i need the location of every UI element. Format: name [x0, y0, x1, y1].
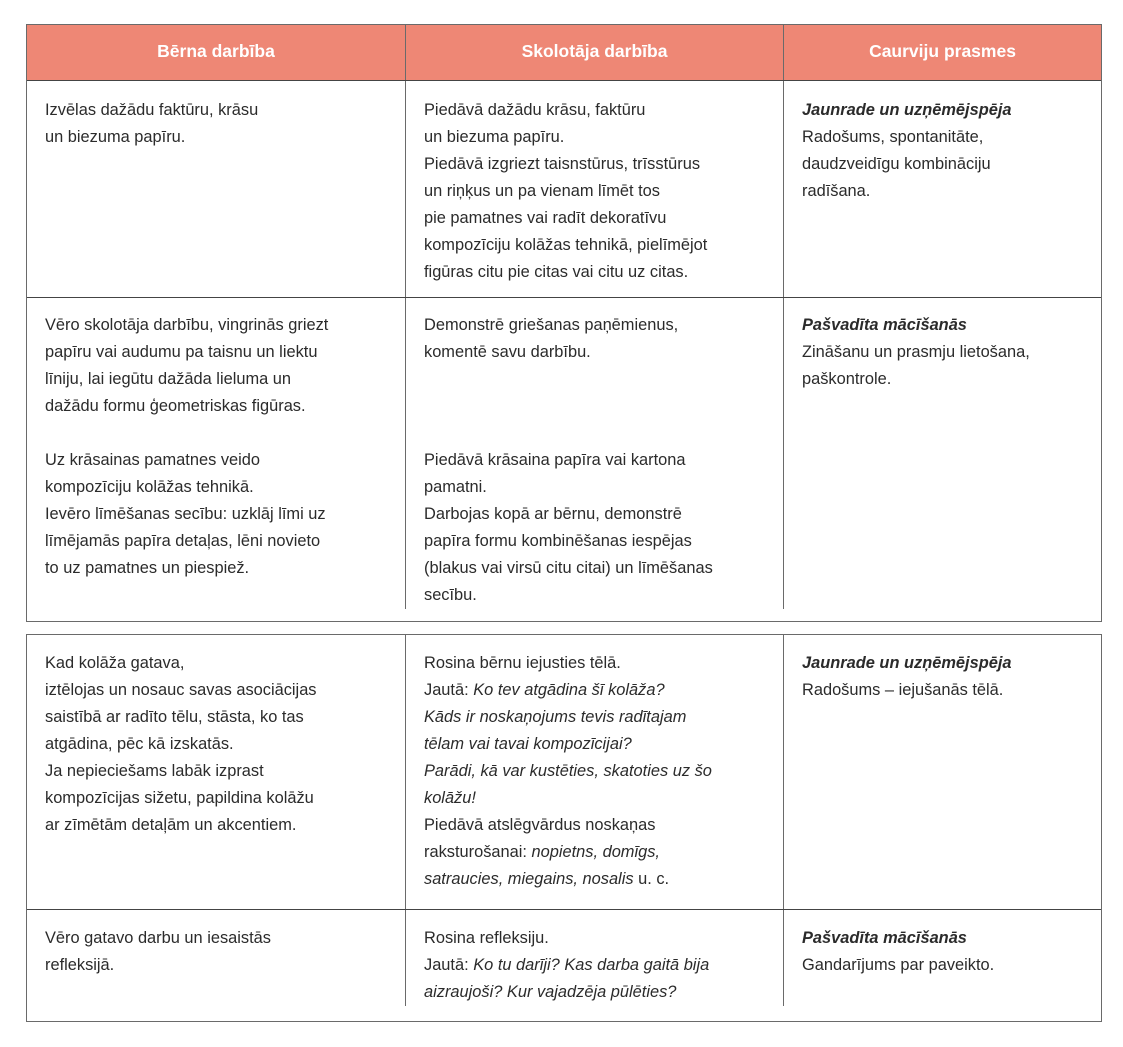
text-line: figūras citu pie citas vai citu uz citas.	[424, 263, 689, 281]
text-line: iztēlojas un nosauc savas asociācijas	[45, 681, 317, 699]
text-line: paškontrole.	[802, 370, 892, 388]
text-line: Uz krāsainas pamatnes veido	[45, 451, 261, 469]
question-line	[424, 731, 765, 758]
text-line: Izvēlas dažādu faktūru, krāsu	[45, 101, 259, 119]
skills-cell	[784, 81, 1101, 297]
question-text: Kāds ir noskaņojums tevis radītajam	[424, 708, 687, 726]
text-line: komentē savu darbību.	[424, 343, 591, 361]
text-line: Gandarījums par paveikto.	[802, 956, 995, 974]
table-header	[27, 25, 1101, 80]
text-line: līmējamās papīra detaļas, lēni novieto	[45, 532, 321, 550]
text-line	[424, 866, 765, 893]
text-line: Piedāvā izgriezt taisnstūrus, trīsstūrus	[424, 155, 701, 173]
text-line: Radošums – iejušanās tēlā.	[802, 681, 1004, 699]
question-line	[424, 758, 765, 785]
activity-table-part-1	[26, 24, 1102, 622]
skills-cell	[784, 298, 1101, 609]
question-text: Ko tu darīji? Kas darba gaitā bija	[473, 956, 710, 974]
text-prefix: Jautā:	[424, 681, 474, 699]
skill-title: Pašvadīta mācīšanās	[802, 316, 967, 334]
child-activity-cell	[27, 81, 406, 297]
text-line: to uz pamatnes un piespiež.	[45, 559, 250, 577]
text-line: Ievēro līmēšanas secību: uzklāj līmi uz	[45, 505, 326, 523]
text-line: radīšana.	[802, 182, 871, 200]
text-line: Vēro gatavo darbu un iesaistās	[45, 929, 271, 947]
text-line: Zināšanu un prasmju lietošana,	[802, 343, 1030, 361]
skill-title: Jaunrade un uzņēmējspēja	[802, 654, 1012, 672]
text-line: pie pamatnes vai radīt dekoratīvu	[424, 209, 667, 227]
header-transversal-skills: Caurviju prasmes	[869, 41, 1016, 61]
text-line: kompozīciju kolāžas tehnikā, pielīmējot	[424, 236, 708, 254]
header-teacher-activity: Skolotāja darbība	[406, 25, 784, 80]
text-line: un biezuma papīru.	[45, 128, 186, 146]
question-line	[424, 704, 765, 731]
text-prefix: raksturošanai:	[424, 843, 532, 861]
text-line: Rosina bērnu iejusties tēlā.	[424, 654, 621, 672]
text-line: un biezuma papīru.	[424, 128, 565, 146]
text-suffix: u. c.	[633, 870, 670, 888]
text-line: Demonstrē griešanas paņēmienus,	[424, 316, 679, 334]
teacher-activity-cell	[406, 910, 784, 1006]
table-row	[27, 635, 1101, 909]
child-activity-cell	[27, 298, 406, 609]
text-prefix: Jautā:	[424, 956, 474, 974]
text-line: Radošums, spontanitāte,	[802, 128, 984, 146]
text-line: Piedāvā krāsaina papīra vai kartona	[424, 451, 686, 469]
text-line: dažādu formu ģeometriskas figūras.	[45, 397, 306, 415]
text-line: Darbojas kopā ar bērnu, demonstrē	[424, 505, 682, 523]
table-row	[27, 297, 1101, 609]
teacher-activity-cell	[406, 298, 784, 609]
text-line: Piedāvā dažādu krāsu, faktūru	[424, 101, 646, 119]
text-line: papīra formu kombinēšanas iespējas	[424, 532, 692, 550]
teacher-activity-cell	[406, 81, 784, 297]
text-line: papīru vai audumu pa taisnu un liektu	[45, 343, 318, 361]
text-line: Rosina refleksiju.	[424, 929, 549, 947]
skills-cell	[784, 910, 1101, 1006]
question-text: Parādi, kā var kustēties, skatoties uz šo	[424, 762, 712, 780]
text-line: Kad kolāža gatava,	[45, 654, 185, 672]
text-line: saistībā ar radīto tēlu, stāsta, ko tas	[45, 708, 304, 726]
child-activity-cell	[27, 635, 406, 909]
text-line: Piedāvā atslēgvārdus noskaņas	[424, 816, 656, 834]
keyword-text: satraucies, miegains, nosalis	[424, 870, 634, 888]
text-line: refleksijā.	[45, 956, 115, 974]
text-line: daudzveidīgu kombināciju	[802, 155, 991, 173]
text-line: kompozīciju kolāžas tehnikā.	[45, 478, 254, 496]
skill-title: Jaunrade un uzņēmējspēja	[802, 101, 1012, 119]
question-text: kolāžu!	[424, 789, 476, 807]
table-row	[27, 909, 1101, 1006]
skill-title: Pašvadīta mācīšanās	[802, 929, 967, 947]
question-text: tēlam vai tavai kompozīcijai?	[424, 735, 632, 753]
text-line: secību.	[424, 586, 477, 604]
header-child-activity: Bērna darbība	[27, 25, 406, 80]
activity-table-part-2	[26, 634, 1102, 1022]
text-line: līniju, lai iegūtu dažāda lieluma un	[45, 370, 292, 388]
text-line: Ja nepieciešams labāk izprast	[45, 762, 264, 780]
text-line: Vēro skolotāja darbību, vingrinās griezt	[45, 316, 329, 334]
question-text: aizraujoši? Kur vajadzēja pūlēties?	[424, 983, 677, 1001]
text-line	[424, 677, 765, 704]
text-line: (blakus vai virsū citu citai) un līmēšanas	[424, 559, 713, 577]
teacher-activity-cell	[406, 635, 784, 909]
keyword-text: nopietns, domīgs,	[531, 843, 660, 861]
text-line	[424, 952, 765, 979]
text-line: ar zīmētām detaļām un akcentiem.	[45, 816, 297, 834]
question-line	[424, 979, 765, 1006]
text-line	[424, 839, 765, 866]
text-line: kompozīcijas sižetu, papildina kolāžu	[45, 789, 314, 807]
question-text: Ko tev atgādina šī kolāža?	[473, 681, 665, 699]
text-line: atgādina, pēc kā izskatās.	[45, 735, 234, 753]
text-line: pamatni.	[424, 478, 487, 496]
child-activity-cell	[27, 910, 406, 1006]
skills-cell	[784, 635, 1101, 909]
table-row	[27, 80, 1101, 297]
question-line	[424, 785, 765, 812]
text-line: un riņķus un pa vienam līmēt tos	[424, 182, 660, 200]
